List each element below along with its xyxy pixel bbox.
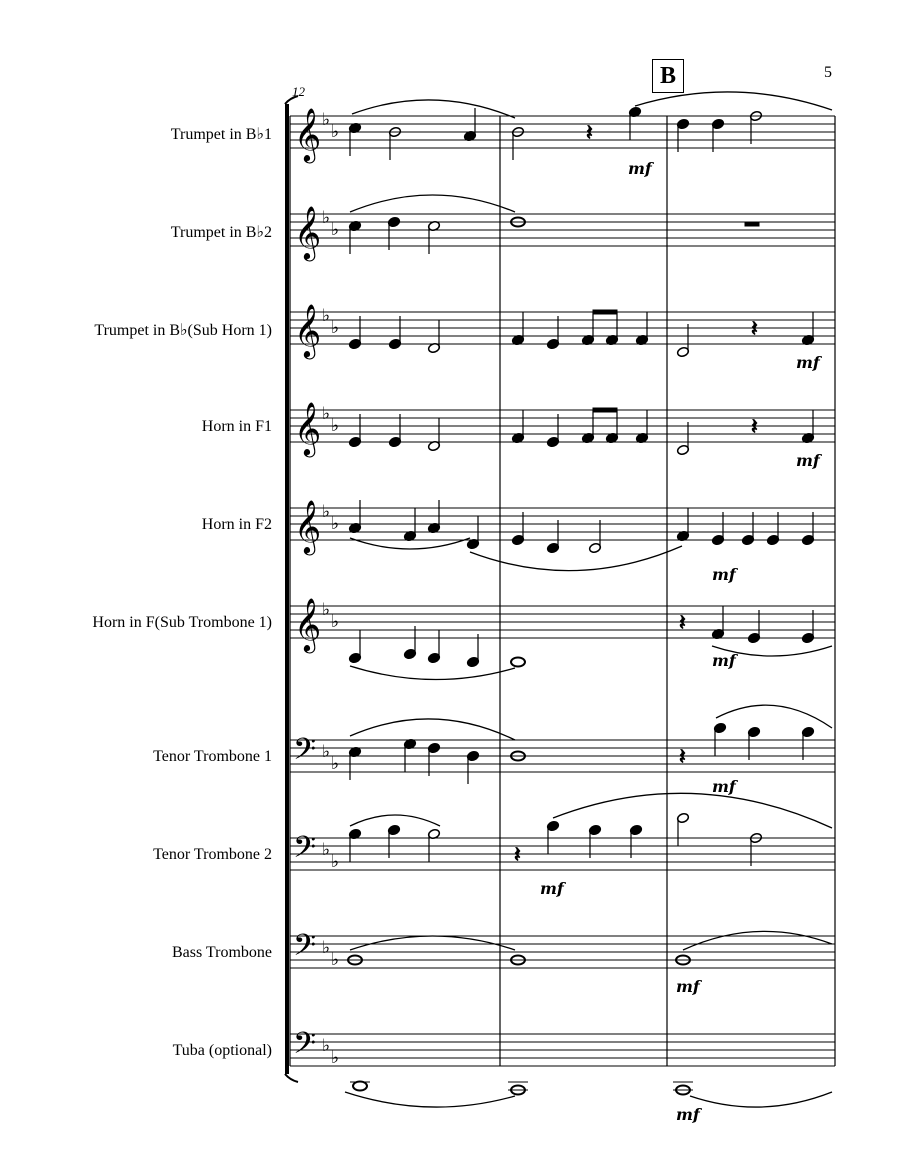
slur bbox=[553, 793, 832, 828]
dynamic-mf: mf bbox=[712, 565, 736, 584]
slur bbox=[350, 719, 515, 740]
barlines bbox=[285, 96, 835, 1082]
treble-clef-icon: 𝄞 bbox=[294, 107, 322, 161]
rehearsal-mark: B bbox=[652, 59, 684, 93]
bass-clef-icon: 𝄢 bbox=[293, 831, 317, 872]
slurs bbox=[345, 92, 832, 1107]
flat-icon: ♭ bbox=[331, 950, 340, 970]
slur bbox=[635, 92, 832, 110]
instrument-label-trumpet-1: Trumpet in B♭1 bbox=[170, 126, 272, 143]
treble-clef-icon: 𝄞 bbox=[294, 303, 322, 357]
dynamic-mf: mf bbox=[628, 159, 652, 178]
dynamic-mf: mf bbox=[676, 1105, 700, 1124]
flat-icon: ♭ bbox=[322, 840, 331, 860]
dynamics bbox=[540, 159, 823, 1124]
treble-clef-icon: 𝄞 bbox=[294, 205, 322, 259]
slur bbox=[350, 936, 515, 950]
flat-icon: ♭ bbox=[322, 938, 331, 958]
flat-icon: ♭ bbox=[331, 852, 340, 872]
clefs bbox=[293, 107, 339, 1068]
instrument-label-bass-trombone: Bass Trombone bbox=[171, 944, 272, 961]
instrument-label-horn-1: Horn in F1 bbox=[201, 418, 272, 435]
whole-note bbox=[511, 658, 525, 667]
slur bbox=[683, 931, 832, 950]
quarter-rest-icon: 𝄽 bbox=[679, 611, 686, 636]
flat-icon: ♭ bbox=[322, 600, 331, 620]
slur bbox=[350, 666, 515, 680]
flat-icon: ♭ bbox=[322, 742, 331, 762]
dynamic-mf: mf bbox=[712, 777, 736, 796]
quarter-rest-icon: 𝄽 bbox=[586, 121, 593, 146]
treble-clef-icon: 𝄞 bbox=[294, 597, 322, 651]
slur bbox=[345, 1092, 515, 1107]
slur bbox=[350, 195, 515, 212]
slur bbox=[716, 705, 832, 728]
flat-icon: ♭ bbox=[322, 502, 331, 522]
dynamic-mf: mf bbox=[676, 977, 700, 996]
instrument-label-trumpet-2: Trumpet in B♭2 bbox=[170, 224, 272, 241]
instrument-label-tuba: Tuba (optional) bbox=[172, 1042, 272, 1059]
slur bbox=[470, 546, 682, 571]
bass-clef-icon: 𝄢 bbox=[293, 929, 317, 970]
flat-icon: ♭ bbox=[331, 1048, 340, 1068]
bracket-top bbox=[285, 96, 298, 104]
bass-clef-icon: 𝄢 bbox=[293, 733, 317, 774]
instrument-label-trumpet-sub-horn: Trumpet in B♭(Sub Horn 1) bbox=[94, 322, 272, 339]
dynamic-mf: mf bbox=[796, 451, 820, 470]
flat-icon: ♭ bbox=[331, 754, 340, 774]
page-number: 5 bbox=[824, 64, 832, 81]
dynamic-mf: mf bbox=[796, 353, 820, 372]
treble-clef-icon: 𝄞 bbox=[294, 401, 322, 455]
flat-icon: ♭ bbox=[322, 110, 331, 130]
bass-clef-icon: 𝄢 bbox=[293, 1027, 317, 1068]
instrument-label-tenor-trombone-1: Tenor Trombone 1 bbox=[153, 748, 272, 765]
beam bbox=[593, 310, 617, 314]
flat-icon: ♭ bbox=[331, 122, 340, 142]
measure-number: 12 bbox=[292, 84, 305, 99]
staff-lines bbox=[290, 116, 835, 1066]
instrument-label-tenor-trombone-2: Tenor Trombone 2 bbox=[153, 846, 272, 863]
bracket-bottom bbox=[285, 1074, 298, 1082]
treble-clef-icon: 𝄞 bbox=[294, 499, 322, 553]
dynamic-mf: mf bbox=[540, 879, 564, 898]
flat-icon: ♭ bbox=[322, 404, 331, 424]
instrument-label-horn-sub-trombone: Horn in F(Sub Trombone 1) bbox=[92, 614, 272, 631]
quarter-rest-icon: 𝄽 bbox=[514, 843, 521, 868]
quarter-rest-icon: 𝄽 bbox=[679, 745, 686, 770]
flat-icon: ♭ bbox=[331, 612, 340, 632]
whole-note bbox=[353, 1082, 367, 1091]
flat-icon: ♭ bbox=[331, 514, 340, 534]
instrument-label-horn-2: Horn in F2 bbox=[201, 516, 272, 533]
flat-icon: ♭ bbox=[331, 220, 340, 240]
flat-icon: ♭ bbox=[322, 1036, 331, 1056]
flat-icon: ♭ bbox=[322, 306, 331, 326]
flat-icon: ♭ bbox=[322, 208, 331, 228]
flat-icon: ♭ bbox=[331, 318, 340, 338]
slur bbox=[350, 815, 440, 826]
quarter-rest-icon: 𝄽 bbox=[751, 415, 758, 440]
notes bbox=[348, 106, 815, 1094]
dynamic-mf: mf bbox=[712, 651, 736, 670]
flat-icon: ♭ bbox=[331, 416, 340, 436]
slur bbox=[352, 100, 515, 118]
quarter-rest-icon: 𝄽 bbox=[751, 317, 758, 342]
whole-rest-icon bbox=[745, 222, 759, 226]
slur bbox=[690, 1092, 832, 1107]
beam bbox=[593, 408, 617, 412]
